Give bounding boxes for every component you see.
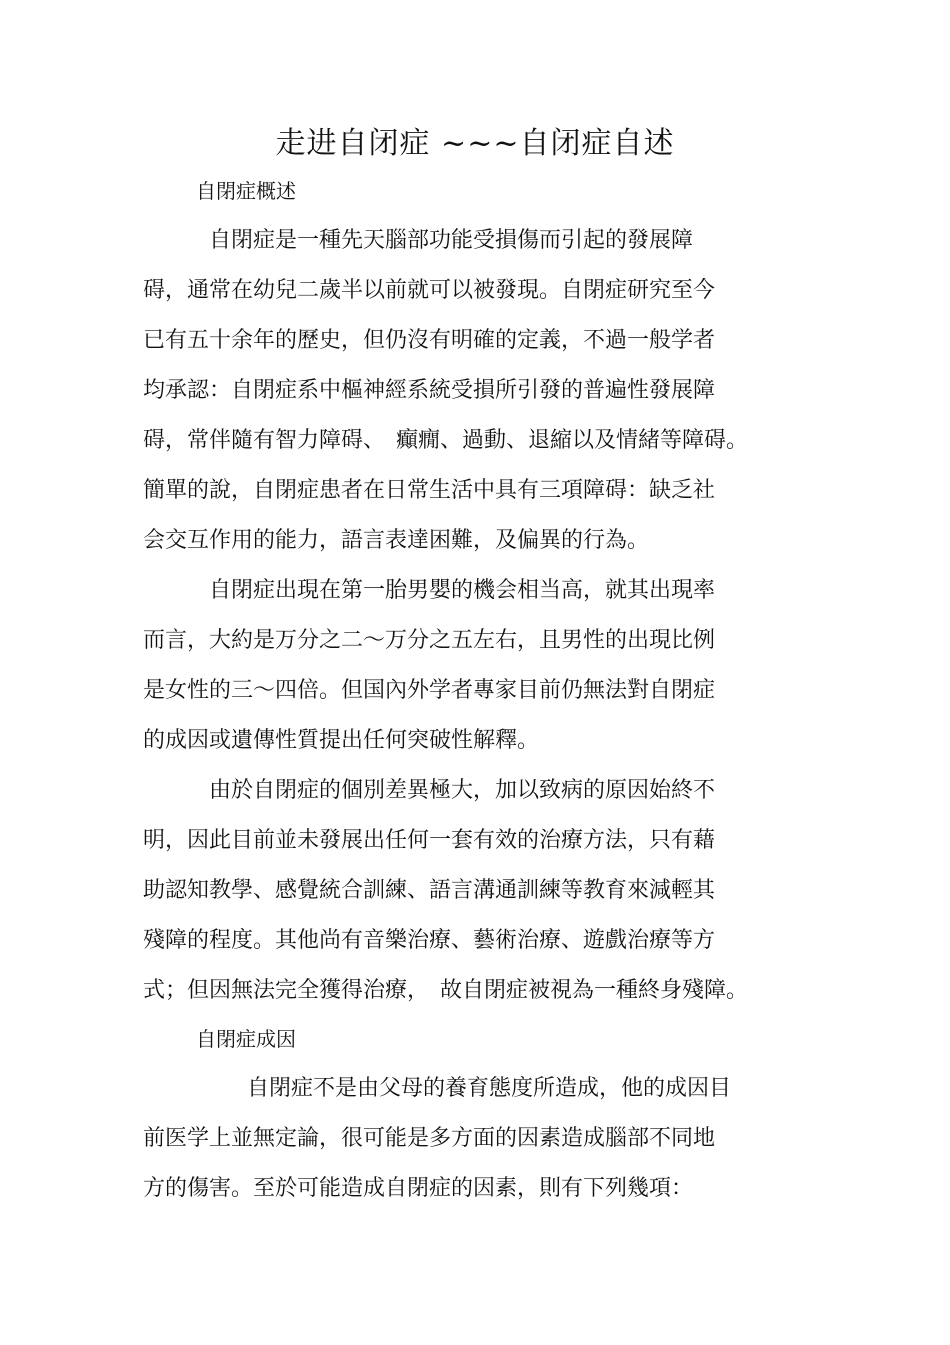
paragraph-line: 自閉症出現在第一胎男嬰的機会相当高，就其出現率 <box>209 578 716 603</box>
section-heading-causes: 自閉症成因 <box>196 1027 296 1051</box>
paragraph-line: 而言，大約是万分之二～万分之五左右，且男性的出現比例 <box>143 628 716 653</box>
paragraph-line: 式；但因無法完全獲得治療， 故自閉症被視為一種終身殘障。 <box>143 978 749 1003</box>
paragraph-line: 会交互作用的能力，語言表達困難，及偏異的行為。 <box>143 528 650 553</box>
paragraph-line: 碍，通常在幼兒二歲半以前就可以被發現。自閉症研究至今 <box>143 278 716 303</box>
paragraph-line: 明，因此目前並未發展出任何一套有效的治療方法，只有藉 <box>143 828 716 853</box>
paragraph-line: 前医学上並無定論，很可能是多方面的因素造成腦部不同地 <box>143 1126 716 1151</box>
section-heading-overview: 自閉症概述 <box>196 179 296 203</box>
paragraph-line: 簡單的說，自閉症患者在日常生活中具有三項障碍：缺乏社 <box>143 478 716 503</box>
paragraph-line: 殘障的程度。其他尚有音樂治療、藝術治療、遊戲治療等方 <box>143 928 716 953</box>
paragraph-line: 方的傷害。至於可能造成自閉症的因素，則有下列幾項： <box>143 1176 694 1201</box>
paragraph-line: 助認知教學、感覺統合訓練、語言溝通訓練等教育來減輕其 <box>143 878 716 903</box>
paragraph-line: 自閉症不是由父母的養育態度所造成，他的成因目 <box>247 1076 732 1101</box>
document-title: 走进自闭症 ~~~自闭症自述 <box>275 126 675 161</box>
paragraph-line: 自閉症是一種先天腦部功能受損傷而引起的發展障 <box>209 228 694 253</box>
paragraph-line: 碍，常伴隨有智力障碍、 癲癇、過動、退縮以及情緒等障碍。 <box>143 428 749 453</box>
paragraph-line: 由於自閉症的個別差異極大，加以致病的原因始終不 <box>209 778 716 803</box>
paragraph-line: 均承認：自閉症系中樞神經系統受損所引發的普遍性發展障 <box>143 378 716 403</box>
paragraph-line: 的成因或遺傳性質提出任何突破性解釋。 <box>143 728 540 753</box>
paragraph-line: 是女性的三～四倍。但国內外学者專家目前仍無法對自閉症 <box>143 678 716 703</box>
paragraph-line: 已有五十余年的歷史，但仍沒有明確的定義，不過一般学者 <box>143 328 716 353</box>
